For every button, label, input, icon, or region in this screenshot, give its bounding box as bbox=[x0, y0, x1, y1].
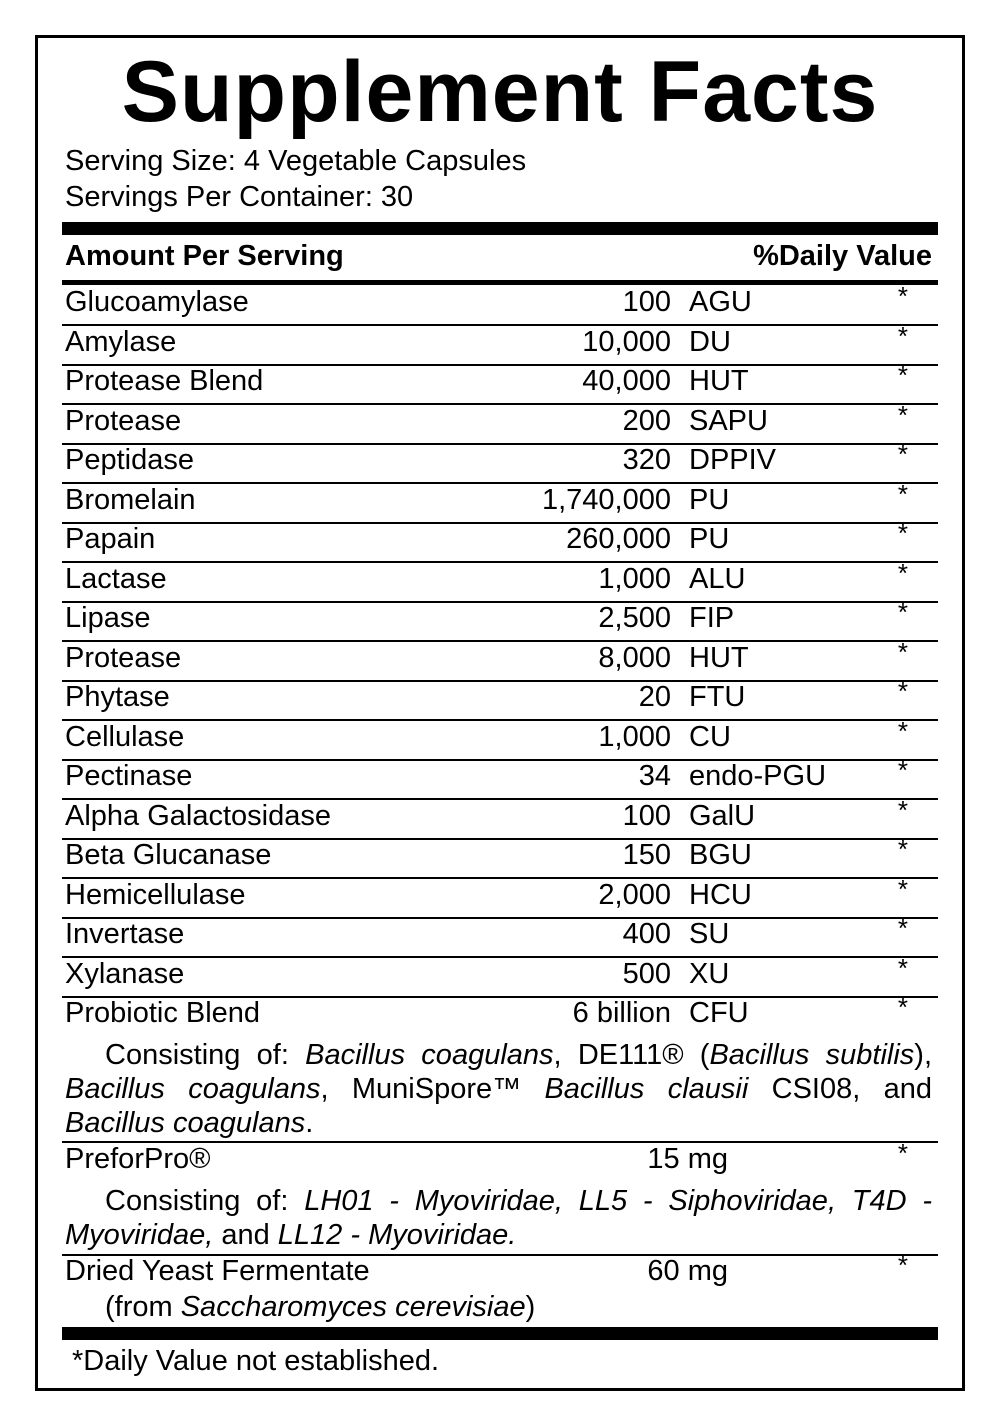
row-amount: 100 bbox=[622, 286, 671, 318]
nutrient-row bbox=[62, 518, 938, 563]
row-amount: 6 billion bbox=[572, 997, 671, 1029]
row-name: Hemicellulase bbox=[65, 878, 246, 911]
nutrient-row bbox=[62, 597, 938, 642]
row-name: Peptidase bbox=[65, 444, 194, 476]
nutrient-row bbox=[62, 557, 938, 603]
thick-divider-top bbox=[62, 222, 938, 235]
row-amount: 1,000 bbox=[598, 562, 671, 595]
row-name: Xylanase bbox=[65, 957, 185, 990]
row-name: Lactase bbox=[65, 562, 167, 595]
italic-text-segment: Bacillus coagulans bbox=[65, 1107, 306, 1139]
nutrient-row bbox=[62, 636, 938, 682]
row-name: Protease bbox=[65, 404, 182, 437]
row-daily-value: * bbox=[897, 834, 908, 864]
nutrient-row bbox=[62, 755, 938, 800]
preforpro-row bbox=[62, 1138, 938, 1181]
row-daily-value: * bbox=[897, 676, 908, 706]
row-unit: DPPIV bbox=[689, 444, 777, 476]
row-name: PreforPro® bbox=[65, 1143, 211, 1175]
yeast-row bbox=[62, 1250, 938, 1293]
row-unit: BGU bbox=[689, 839, 752, 871]
italic-text-segment: Saccharomyces cerevisiae bbox=[180, 1291, 526, 1323]
italic-text-segment: Bacillus subtilis bbox=[709, 1039, 915, 1071]
row-name: Probiotic Blend bbox=[65, 997, 261, 1029]
nutrient-row bbox=[62, 399, 938, 445]
daily-value-label: %Daily Value bbox=[753, 240, 932, 272]
row-daily-value: * bbox=[897, 518, 908, 548]
text-segment: , DE111® ( bbox=[553, 1039, 710, 1071]
row-amount: 2,000 bbox=[598, 878, 671, 911]
row-unit: HUT bbox=[689, 641, 749, 674]
row-amount: 8,000 bbox=[598, 641, 671, 674]
row-daily-value: * bbox=[897, 439, 908, 469]
row-amount: 2,500 bbox=[598, 602, 671, 634]
row-amount: 15 mg bbox=[647, 1143, 728, 1175]
column-header bbox=[65, 239, 932, 273]
nutrient-row bbox=[62, 952, 938, 998]
nutrient-row bbox=[62, 676, 938, 721]
row-daily-value: * bbox=[897, 557, 908, 588]
row-unit: AGU bbox=[689, 286, 752, 318]
footnote: *Daily Value not established. bbox=[72, 1345, 440, 1377]
row-name: Amylase bbox=[65, 325, 177, 358]
row-daily-value: * bbox=[897, 399, 908, 430]
row-amount: 40,000 bbox=[582, 365, 671, 397]
row-unit: PU bbox=[689, 483, 730, 516]
row-amount: 200 bbox=[622, 404, 671, 437]
text-segment: (from bbox=[105, 1291, 181, 1323]
row-amount: 500 bbox=[622, 957, 671, 990]
row-unit: ALU bbox=[689, 562, 746, 595]
row-amount: 1,740,000 bbox=[541, 483, 671, 516]
row-unit: XU bbox=[689, 957, 730, 990]
text-segment: CSI08, and bbox=[748, 1073, 933, 1105]
row-unit: HCU bbox=[689, 878, 752, 911]
row-amount: 1,000 bbox=[598, 720, 671, 753]
nutrient-row bbox=[62, 478, 938, 524]
nutrient-row bbox=[62, 794, 938, 840]
row-daily-value: * bbox=[897, 360, 908, 390]
nutrient-row bbox=[62, 320, 938, 366]
row-daily-value: * bbox=[897, 597, 908, 627]
nutrient-row bbox=[62, 281, 938, 326]
preforpro-consisting-note bbox=[65, 1184, 932, 1252]
italic-text-segment: Bacillus clausii bbox=[544, 1073, 749, 1105]
nutrient-row bbox=[62, 715, 938, 761]
italic-text-segment: Bacillus coagulans bbox=[65, 1073, 321, 1105]
row-daily-value: * bbox=[897, 1250, 908, 1280]
amount-per-serving-label: Amount Per Serving bbox=[65, 240, 344, 272]
row-name: Phytase bbox=[65, 681, 170, 713]
row-unit: CFU bbox=[689, 997, 749, 1029]
row-name: Lipase bbox=[65, 602, 151, 634]
italic-text-segment: LL12 - Myoviridae. bbox=[277, 1219, 517, 1251]
text-segment: and bbox=[213, 1219, 278, 1251]
row-amount: 20 bbox=[638, 681, 671, 713]
row-name: Pectinase bbox=[65, 760, 193, 792]
text-segment: . bbox=[305, 1107, 314, 1139]
nutrient-row bbox=[62, 873, 938, 919]
row-amount: 10,000 bbox=[582, 325, 671, 358]
row-daily-value: * bbox=[897, 715, 908, 746]
nutrient-row bbox=[62, 913, 938, 958]
row-amount: 100 bbox=[622, 799, 671, 832]
row-amount: 150 bbox=[622, 839, 671, 871]
row-name: Dried Yeast Fermentate bbox=[65, 1255, 370, 1287]
row-unit: DU bbox=[689, 325, 731, 358]
text-segment: ) bbox=[525, 1291, 536, 1323]
nutrient-row bbox=[62, 834, 938, 879]
row-amount: 34 bbox=[638, 760, 671, 792]
row-daily-value: * bbox=[897, 755, 908, 785]
row-name: Alpha Galactosidase bbox=[65, 799, 331, 832]
row-name: Cellulase bbox=[65, 720, 185, 753]
row-unit: SU bbox=[689, 918, 730, 950]
row-daily-value: * bbox=[897, 636, 908, 667]
servings-per-container: Servings Per Container: 30 bbox=[65, 181, 414, 213]
row-name: Glucoamylase bbox=[65, 286, 249, 318]
yeast-source-note bbox=[105, 1290, 932, 1324]
row-unit: HUT bbox=[689, 365, 749, 397]
row-unit: SAPU bbox=[689, 404, 768, 437]
row-unit: PU bbox=[689, 523, 730, 555]
row-daily-value: * bbox=[897, 794, 908, 825]
row-daily-value: * bbox=[897, 320, 908, 351]
row-name: Beta Glucanase bbox=[65, 839, 272, 871]
row-unit: FIP bbox=[689, 602, 735, 634]
text-segment: Consisting of: bbox=[105, 1185, 305, 1217]
italic-text-segment: LH01 - Myoviridae, LL5 - Siphoviridae, T4D - Myoviridae, bbox=[65, 1185, 932, 1251]
thick-divider-bottom bbox=[62, 1327, 938, 1340]
row-amount: 60 mg bbox=[647, 1255, 728, 1287]
row-daily-value: * bbox=[897, 478, 908, 509]
probiotic-row bbox=[62, 992, 938, 1035]
row-unit: endo-PGU bbox=[689, 760, 827, 792]
row-name: Invertase bbox=[65, 918, 185, 950]
panel-title: Supplement Facts bbox=[121, 44, 879, 140]
row-name: Protease bbox=[65, 641, 182, 674]
row-name: Bromelain bbox=[65, 483, 196, 516]
row-name: Papain bbox=[65, 523, 156, 555]
row-daily-value: * bbox=[897, 952, 908, 983]
serving-size: Serving Size: 4 Vegetable Capsules bbox=[65, 145, 527, 177]
nutrient-row bbox=[62, 439, 938, 484]
row-amount: 320 bbox=[622, 444, 671, 476]
text-segment: , MuniSpore™ bbox=[320, 1073, 545, 1105]
row-name: Protease Blend bbox=[65, 365, 264, 397]
probiotic-consisting-note bbox=[65, 1038, 932, 1140]
nutrient-row bbox=[62, 360, 938, 405]
row-daily-value: * bbox=[897, 873, 908, 904]
row-unit: GalU bbox=[689, 799, 756, 832]
row-daily-value: * bbox=[897, 1138, 908, 1168]
row-amount: 260,000 bbox=[566, 523, 671, 555]
row-amount: 400 bbox=[622, 918, 671, 950]
text-segment: Consisting of: bbox=[105, 1039, 306, 1071]
italic-text-segment: Bacillus coagulans bbox=[305, 1039, 554, 1071]
row-daily-value: * bbox=[897, 913, 908, 943]
row-unit: CU bbox=[689, 720, 731, 753]
row-daily-value: * bbox=[897, 992, 908, 1022]
supplement-facts-panel bbox=[35, 35, 965, 1391]
row-daily-value: * bbox=[897, 281, 908, 311]
row-unit: FTU bbox=[689, 681, 746, 713]
text-segment: ), bbox=[914, 1039, 933, 1071]
